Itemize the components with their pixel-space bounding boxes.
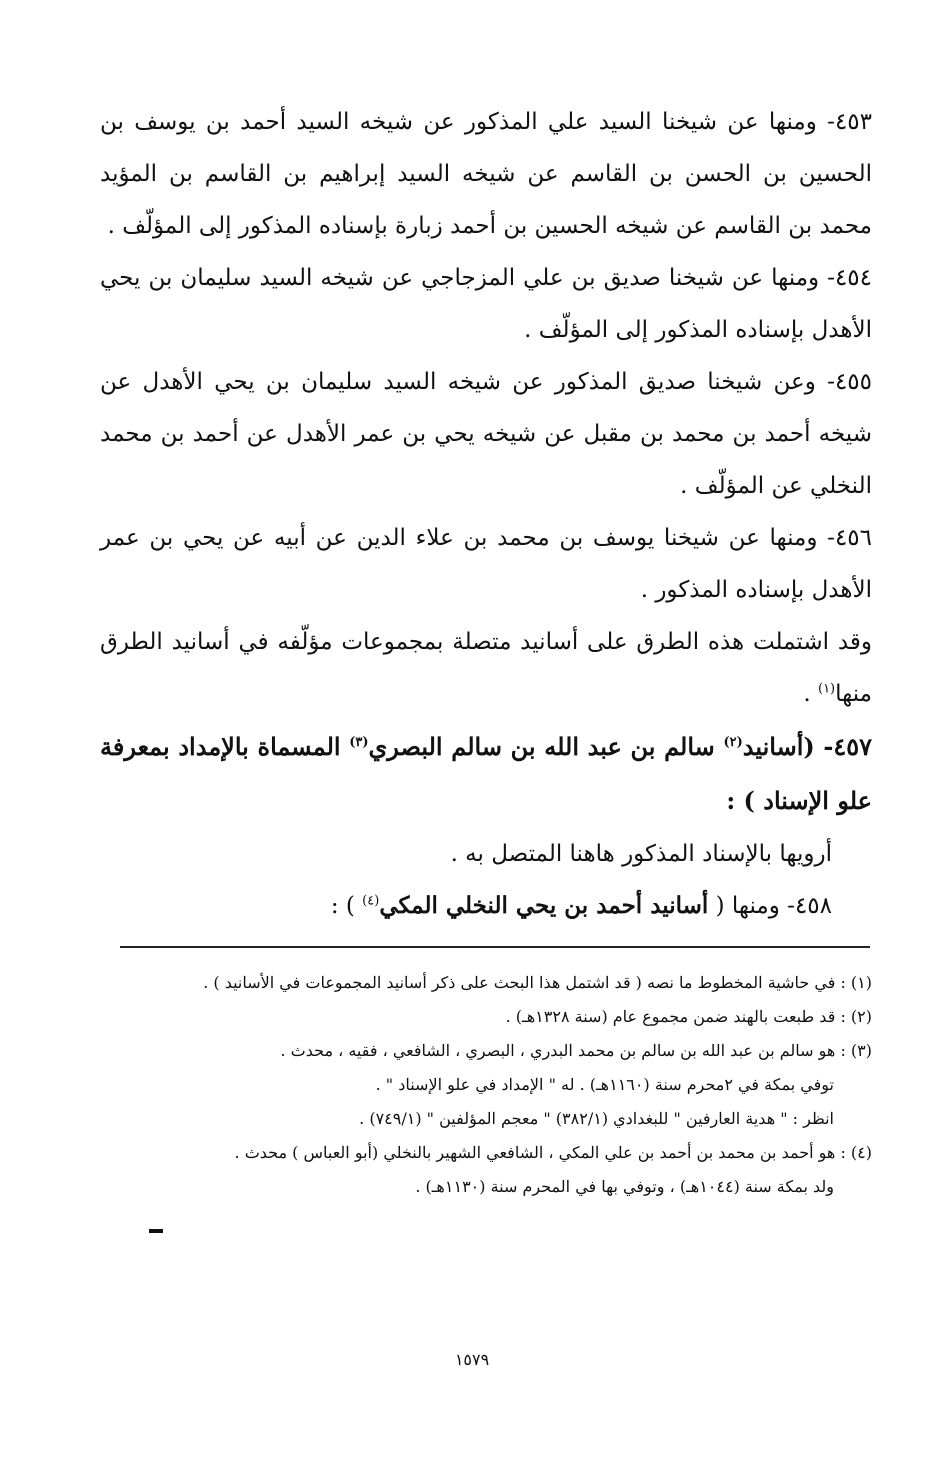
paragraph-458-title: أسانيد أحمد بن يحي النخلي المكي [379,892,709,919]
footnote-ref-3: (٣) [349,735,369,750]
paragraph-458 [100,880,872,932]
footnote-3-references: انظر : " هدية العارفين " للبغدادي (٣٨٢/١) " معجم المؤلفين " (٧٤٩/١) . [359,1109,834,1128]
main-text-body [100,96,872,932]
summary-text: وقد اشتملت هذه الطرق على أسانيد متصلة بمجموعات مؤلّفه في أسانيد الطرق منها [100,629,872,707]
heading-457-part-a: ٤٥٧- (أسانيد [742,732,873,761]
footnote-1: (١) : في حاشية المخطوط ما نصه ( قد اشتمل هذا البحث على ذكر أسانيد المجموعات في الأسانيد ) . [203,973,872,992]
footnote-ref-4: (٤) [362,893,380,909]
paragraph-455: ٤٥٥- وعن شيخنا صديق المذكور عن شيخه السيد سليمان بن يحي الأهدل عن شيخه أحمد بن محمد بن مقبل عن شيخه يحي بن عمر الأهدل عن أحمد بن محمد النخلي عن المؤلّف . [100,369,872,499]
footnote-ref-2: (٢) [723,735,743,750]
paragraph-457-body: أرويها بالإسناد المذكور هاهنا المتصل به . [450,841,832,867]
paragraph-458-lead: ٤٥٨- ومنها ( [708,893,832,919]
footnote-3: (٣) : هو سالم بن عبد الله بن سالم بن محمد البدري ، البصري ، الشافعي ، فقيه ، محدث . [280,1041,872,1060]
paragraph-454: ٤٥٤- ومنها عن شيخنا صديق بن علي المزجاجي عن شيخه السيد سليمان بن يحي الأهدل بإسناده المذكور إلى المؤلّف . [100,265,872,343]
summary-end: . [803,681,818,707]
footnote-ref-1: (١) [817,681,836,697]
footnote-divider [120,946,870,948]
paragraph-456: ٤٥٦- ومنها عن شيخنا يوسف بن محمد بن علاء الدين عن أبيه عن يحي بن عمر الأهدل بإسناده المذكور . [100,525,872,603]
margin-dash-mark [149,1229,163,1233]
summary-paragraph [100,616,872,720]
paragraph-457-heading [100,720,872,828]
footnotes-section [150,966,872,1204]
footnote-3-continued: توفي بمكة في ٢محرم سنة (١١٦٠هـ) . له " الإمداد في علو الإسناد " . [375,1075,834,1094]
heading-457-part-c: المسماة بالإمداد بمعرفة علو الإسناد ) : [100,732,872,815]
heading-457-part-b: سالم بن عبد الله بن سالم البصري [368,732,724,761]
footnote-4-continued: ولد بمكة سنة (١٠٤٤هـ) ، وتوفي بها في المحرم سنة (١١٣٠هـ) . [415,1177,834,1196]
footnote-4: (٤) : هو أحمد بن محمد بن أحمد بن علي المكي ، الشافعي الشهير بالنخلي (أبو العباس ) محدث . [234,1143,872,1162]
page-number: ١٥٧٩ [454,1350,490,1369]
paragraph-453: ٤٥٣- ومنها عن شيخنا السيد علي المذكور عن شيخه السيد أحمد بن يوسف بن الحسين بن الحسن بن القاسم عن شيخه السيد إبراهيم بن القاسم بن المؤيد محمد بن القاسم عن شيخه الحسين بن أحمد زبارة بإسناده المذكور إلى المؤلّف . [100,109,872,239]
paragraph-458-end: ) : [330,893,363,919]
footnote-2: (٢) : قد طبعت بالهند ضمن مجموع عام (سنة ١٣٢٨هـ) . [505,1007,872,1026]
